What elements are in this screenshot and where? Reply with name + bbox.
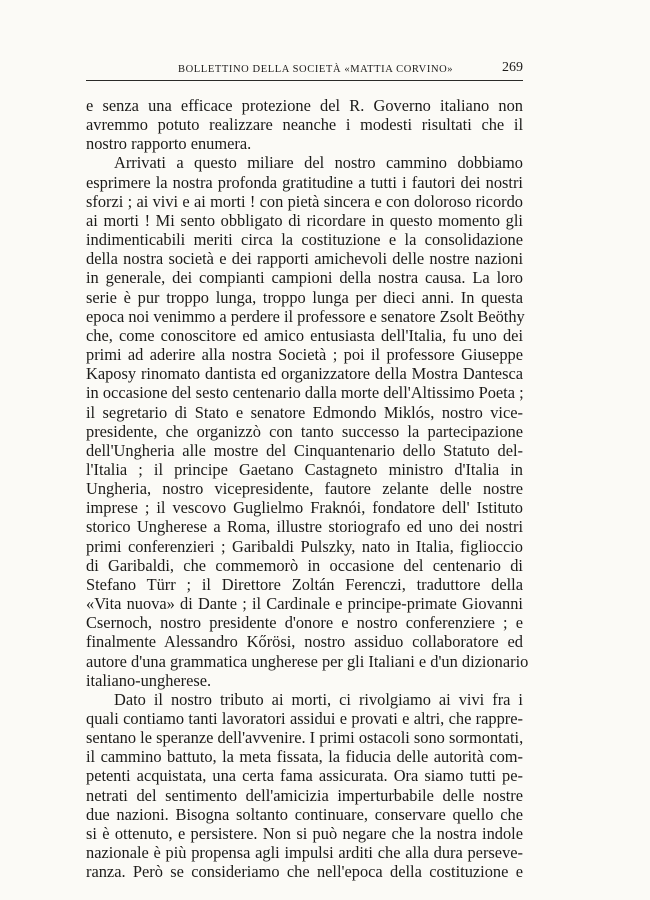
text-line: l'Italia ; il principe Gaetano Castagneto ministro d'Italia in: [86, 459, 523, 479]
text-line: il cammino battuto, la meta fissata, la fiducia delle autorità com-: [86, 747, 523, 767]
text-line: che, come conoscitore ed amico entusiasta dell'Italia, fu uno dei: [86, 325, 523, 345]
text-line: storico Ungherese a Roma, illustre storiografo ed uno dei nostri: [86, 517, 523, 537]
paragraph: [86, 96, 523, 153]
body-text: [86, 96, 529, 882]
text-line: e senza una efficace protezione del R. Governo italiano non: [86, 96, 523, 115]
text-line: netrati del sentimento dell'amicizia imperturbabile delle nostre: [86, 785, 523, 805]
text-line: indimenticabili meriti circa la costituzione e la consolidazione: [86, 230, 523, 250]
text-line: «Vita nuova» di Dante ; il Cardinale e principe-primate Giovanni: [86, 594, 523, 614]
text-line: sentano le speranze dell'avvenire. I primi ostacoli sono sormontati,: [86, 728, 524, 748]
text-line: presidente, che organizzò con tanto successo la partecipazione: [86, 421, 523, 441]
text-line: nostro rapporto enumera.: [86, 134, 252, 154]
text-line: petenti acquistata, una certa fama assicurata. Ora siamo tutti pe-: [86, 766, 523, 786]
text-line: primi ad aderire alla nostra Società ; poi il professore Giuseppe: [86, 345, 523, 365]
text-line: Arrivati a questo miliare del nostro cammino dobbiamo: [114, 153, 523, 173]
text-line: nazionale è più propensa agli impulsi arditi che alla dura perseve-: [86, 843, 523, 863]
text-line: in generale, dei compianti campioni della nostra causa. La loro: [86, 268, 523, 288]
text-line: italiano-ungherese.: [86, 670, 212, 690]
text-line: si è ottenuto, e persistere. Non si può negare che la nostra indole: [86, 823, 523, 843]
text-line: sforzi ; ai vivi e ai morti ! con pietà sincera e con doloroso ricordo: [86, 191, 523, 211]
text-line: serie è pur troppo lunga, troppo lunga per dieci anni. In questa: [86, 287, 523, 307]
paragraph: [86, 153, 529, 690]
text-line: in occasione del sesto centenario dalla morte dell'Altissimo Poeta ;: [86, 383, 524, 403]
text-line: Stefano Türr ; il Direttore Zoltán Ferenczi, traduttore della: [86, 574, 523, 594]
text-line: dell'Ungheria alle mostre del Cinquantenario dello Statuto del-: [86, 440, 523, 460]
page-number: 269: [502, 60, 523, 75]
text-line: epoca noi venimmo a perdere il professore e senatore Zsolt Beöthy: [86, 306, 525, 326]
text-line: finalmente Alessandro Kőrösi, nostro assiduo collaboratore ed: [86, 632, 523, 652]
running-title: BOLLETTINO DELLA SOCIETÀ «MATTIA CORVINO»: [178, 64, 454, 75]
text-line: autore d'una grammatica ungherese per gli Italiani e d'un dizionario: [86, 651, 529, 671]
text-line: primi conferenzieri ; Garibaldi Pulszky, nato in Italia, figlioccio: [86, 536, 523, 556]
text-line: imprese ; il vescovo Guglielmo Fraknói, fondatore dell' Istituto: [86, 498, 523, 518]
text-line: ranza. Però se consideriamo che nell'epoca della costituzione e: [86, 862, 523, 882]
text-line: Dato il nostro tributo ai morti, ci rivolgiamo ai vivi fra i: [114, 689, 523, 709]
text-line: quali contiamo tanti lavoratori assidui e provati e altri, che rappre-: [86, 709, 523, 728]
text-line: esprimere la nostra profonda gratitudine a tutti i fautori dei nostri: [86, 172, 523, 192]
running-header: [86, 60, 523, 81]
text-line: ai morti ! Mi sento obbligato di ricordare in questo momento gli: [86, 210, 523, 230]
text-line: due nazioni. Bisogna soltanto continuare, conservare quello che: [86, 804, 523, 824]
text-line: Csernoch, nostro presidente d'onore e nostro conferenziere ; e: [86, 613, 523, 633]
text-line: il segretario di Stato e senatore Edmondo Miklós, nostro vice-: [86, 402, 523, 422]
paragraph: [86, 690, 523, 882]
text-line: Kaposy rinomato dantista ed organizzatore della Mostra Dantesca: [86, 364, 523, 384]
text-line: di Garibaldi, che commemorò in occasione del centenario di: [86, 555, 523, 575]
text-line: della nostra società e dei rapporti amichevoli delle nostre nazioni: [86, 249, 523, 269]
text-line: avremmo potuto realizzare neanche i modesti risultati che il: [86, 115, 523, 135]
text-line: Ungheria, nostro vicepresidente, fautore zelante delle nostre: [86, 479, 523, 499]
